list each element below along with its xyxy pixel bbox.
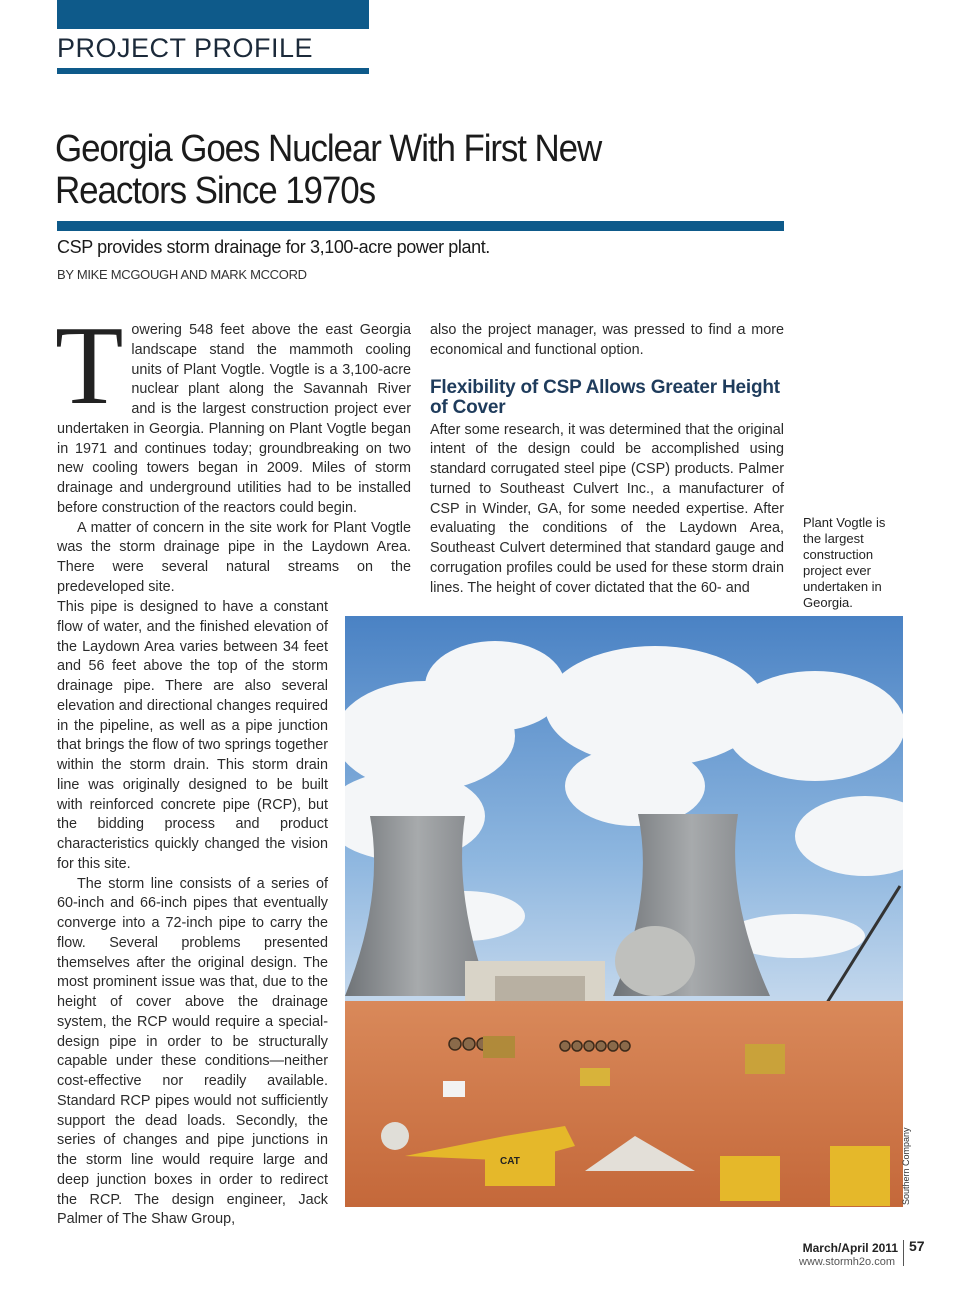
paragraph-2-continued: This pipe is designed to have a constant flow of water, and the finished elevation of the Laydown Area varies between 34 feet and 56 feet above the top of the storm drainage pipe. There are also several elevation and directional changes required in the pipeline, as well as a pipe junction that brings the flow of two springs together within the storm drain. This storm drain line was originally designed to be built with reinforced concrete pipe (RCP), but the bidding process and product characteristics quickly changed the vision for this site. [57, 599, 328, 872]
website-link[interactable]: www.stormh2o.com [799, 1256, 895, 1268]
cat-sign: CAT [500, 1156, 520, 1167]
drop-cap: T [55, 304, 124, 428]
col2-paragraph-2: After some research, it was determined that the original intent of the design could be accomplished using standard corrugated steel pipe (CSP) products. Palmer turned to Southeast Culvert Inc., a manufacturer of CSP in Winder, GA, for some needed expertise. After evaluating the conditions of the Laydown Area, Southeast Culvert determined that standard gauge and corrugation profiles could be used for these storm drain lines. The height of cover dictated that the 60- and [430, 421, 784, 596]
photo-credit: Southern Company [901, 1127, 911, 1205]
col2-paragraph-1: also the project manager, was pressed to find a more economical and functional option. [430, 322, 784, 358]
column-1 [55, 304, 411, 598]
dozer [580, 1068, 610, 1086]
article-deck: CSP provides storm drainage for 3,100-acre power plant. [57, 237, 490, 257]
article-byline: BY MIKE MCGOUGH AND MARK MCCORD [57, 267, 307, 282]
photo-caption: Plant Vogtle is the largest construction project ever undertaken in Georgia. [803, 515, 886, 610]
section-label: PROJECT PROFILE [57, 33, 314, 63]
header-rule [57, 68, 369, 74]
issue-date: March/April 2011 [802, 1241, 898, 1255]
title-line-1: Georgia Goes Nuclear With First New [55, 128, 602, 170]
article-title [55, 128, 736, 212]
title-rule [57, 221, 784, 231]
column-2 [430, 321, 784, 598]
paragraph-1: Towering 548 feet above the east Georgia landscape stand the mammoth cooling units of Plant Vogtle. Vogtle is a 3,100-acre nuclear plant along the Savannah River and is the largest construction project ever undertaken in Georgia. Planning on Plant Vogtle began in 1971 and continues today; groundbreaking on two new cooling towers began in 2009. Miles of storm drainage and underground utilities had to be installed before construction of the reactors could begin. [55, 304, 411, 516]
paragraph-2: A matter of concern in the site work for Plant Vogtle was the storm drainage pipe in the Laydown Area. There were several natural streams on the predeveloped site. [57, 519, 411, 595]
title-line-2: Reactors Since 1970s [55, 170, 375, 212]
page-number: 57 [909, 1238, 925, 1254]
loader [745, 1044, 785, 1074]
power-plant-photo [345, 616, 903, 1207]
column-1-narrow [57, 598, 328, 1230]
paragraph-3: The storm line consists of a series of 60-inch and 66-inch pipes that eventually converge into a 72-inch pipe to carry the flow. Several problems presented themselves after the original design. The most prominent issue was that, due to the height of cover above the drainage system, the RCP would require a special-design pipe in order to be structurally capable under these conditions—neither cost-effective nor readily available. Standard RCP pipes would not sufficiently support the dead loads. Secondly, the series of changes and pipe junctions in the storm line would require large and deep junction boxes in order to redirect the RCP. The design engineer, Jack Palmer of The Shaw Group, [57, 875, 328, 1228]
header-top-bar [57, 0, 369, 29]
footer-divider [903, 1240, 904, 1266]
subhead: Flexibility of CSP Allows Greater Height of Cover [430, 376, 780, 418]
construction-ground [345, 1001, 903, 1207]
truck [483, 1036, 515, 1058]
drum [381, 1122, 409, 1150]
front-loader [830, 1146, 890, 1206]
pickup [443, 1081, 465, 1097]
reactor-dome [615, 926, 695, 996]
